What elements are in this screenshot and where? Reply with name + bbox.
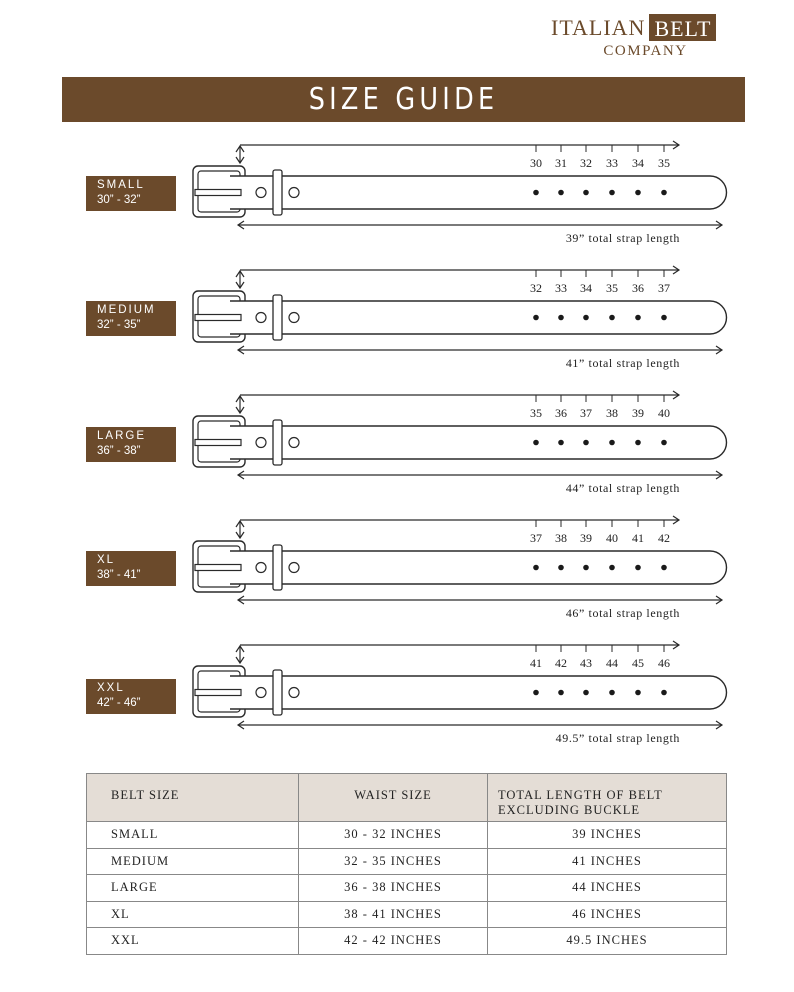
belt-hole: [533, 565, 539, 571]
cell-waist-size: 36 - 38 INCHES: [299, 875, 488, 902]
belt-keeper: [273, 295, 282, 340]
size-range: 32” - 35”: [97, 319, 141, 331]
strap-length-label: 46” total strap length: [565, 606, 680, 620]
belt-hole: [533, 440, 539, 446]
belt-hole: [583, 440, 589, 446]
snap-ring: [256, 188, 266, 198]
hole-number-label: 40: [658, 406, 670, 420]
hole-number-label: 35: [658, 156, 670, 170]
hole-number-label: 44: [606, 656, 618, 670]
cell-total-length: 44 INCHES: [488, 875, 727, 902]
table-row: [87, 928, 727, 955]
size-range: 38” - 41”: [97, 569, 141, 581]
buckle-prong: [195, 315, 241, 321]
size-name: XL: [97, 554, 116, 566]
hole-number-label: 35: [530, 406, 542, 420]
belt-keeper: [273, 420, 282, 465]
belt-hole: [558, 565, 564, 571]
hole-number-label: 38: [606, 406, 618, 420]
hole-number-label: 34: [632, 156, 644, 170]
size-range: 36” - 38”: [97, 445, 141, 457]
strap-length-label: 49.5” total strap length: [555, 731, 680, 745]
cell-belt-size: XXL: [87, 928, 299, 955]
page-title: SIZE GUIDE: [308, 82, 499, 117]
belt-hole: [635, 315, 641, 321]
belt-strap: [230, 551, 727, 584]
snap-ring: [256, 313, 266, 323]
belt-keeper: [273, 670, 282, 715]
strap-length-label: 41” total strap length: [565, 356, 680, 370]
belt-hole: [558, 690, 564, 696]
strap-length-label: 39” total strap length: [565, 231, 680, 245]
size-name: XXL: [97, 682, 125, 694]
belt-hole: [533, 315, 539, 321]
cell-belt-size: XL: [87, 901, 299, 928]
cell-total-length: 46 INCHES: [488, 901, 727, 928]
hole-number-label: 37: [658, 281, 670, 295]
belt-hole: [583, 315, 589, 321]
belt-hole: [583, 565, 589, 571]
hole-number-label: 33: [555, 281, 567, 295]
size-name: MEDIUM: [97, 304, 156, 316]
belt-hole: [609, 565, 615, 571]
belt-hole: [661, 190, 667, 196]
hole-number-label: 37: [530, 531, 542, 545]
belt-hole: [558, 315, 564, 321]
logo-belt: BELT: [649, 14, 716, 41]
hole-number-label: 43: [580, 656, 592, 670]
hole-number-label: 33: [606, 156, 618, 170]
belt-keeper: [273, 170, 282, 215]
header-total-length-line1: TOTAL LENGTH OF BELT: [498, 788, 663, 802]
table-row: [87, 875, 727, 902]
hole-number-label: 31: [555, 156, 567, 170]
belt-hole: [583, 690, 589, 696]
hole-number-label: 42: [555, 656, 567, 670]
belt-hole: [635, 690, 641, 696]
belt-hole: [609, 190, 615, 196]
hole-number-label: 45: [632, 656, 644, 670]
size-range: 30” - 32”: [97, 194, 141, 206]
belt-hole: [661, 690, 667, 696]
snap-ring: [256, 563, 266, 573]
belt-hole: [661, 315, 667, 321]
cell-total-length: 41 INCHES: [488, 848, 727, 875]
table-row: [87, 901, 727, 928]
belt-hole: [583, 190, 589, 196]
belt-hole: [533, 690, 539, 696]
belt-hole: [533, 190, 539, 196]
snap-ring: [289, 563, 299, 573]
hole-number-label: 42: [658, 531, 670, 545]
hole-number-label: 38: [555, 531, 567, 545]
belt-hole: [609, 440, 615, 446]
belt-keeper: [273, 545, 282, 590]
cell-waist-size: 30 - 32 INCHES: [299, 822, 488, 849]
belt-hole: [661, 440, 667, 446]
cell-belt-size: LARGE: [87, 875, 299, 902]
snap-ring: [289, 313, 299, 323]
hole-number-label: 41: [530, 656, 542, 670]
size-name: LARGE: [97, 430, 146, 442]
hole-number-label: 40: [606, 531, 618, 545]
hole-number-label: 36: [632, 281, 644, 295]
buckle-prong: [195, 565, 241, 571]
belt-strap: [230, 676, 727, 709]
table-header-row: [87, 774, 727, 822]
hole-number-label: 39: [632, 406, 644, 420]
hole-number-label: 37: [580, 406, 592, 420]
belt-hole: [609, 690, 615, 696]
header-belt-size: BELT SIZE: [87, 774, 299, 822]
size-table: [86, 773, 727, 955]
snap-ring: [289, 688, 299, 698]
belt-hole: [609, 315, 615, 321]
table-row: [87, 848, 727, 875]
size-range: 42” - 46”: [97, 697, 141, 709]
belt-hole: [661, 565, 667, 571]
hole-number-label: 41: [632, 531, 644, 545]
hole-number-label: 39: [580, 531, 592, 545]
hole-number-label: 36: [555, 406, 567, 420]
strap-length-label: 44” total strap length: [565, 481, 680, 495]
cell-total-length: 49.5 INCHES: [488, 928, 727, 955]
cell-belt-size: SMALL: [87, 822, 299, 849]
snap-ring: [256, 438, 266, 448]
hole-number-label: 46: [658, 656, 670, 670]
header-total-length: [488, 774, 727, 822]
belt-hole: [558, 190, 564, 196]
cell-waist-size: 38 - 41 INCHES: [299, 901, 488, 928]
snap-ring: [256, 688, 266, 698]
belt-hole: [635, 190, 641, 196]
hole-number-label: 30: [530, 156, 542, 170]
buckle-prong: [195, 690, 241, 696]
buckle-prong: [195, 190, 241, 196]
belt-strap: [230, 426, 727, 459]
logo-company: COMPANY: [603, 43, 688, 59]
belt-strap: [230, 176, 727, 209]
belt-hole: [635, 565, 641, 571]
cell-waist-size: 32 - 35 INCHES: [299, 848, 488, 875]
belt-hole: [558, 440, 564, 446]
belt-hole: [635, 440, 641, 446]
snap-ring: [289, 188, 299, 198]
hole-number-label: 34: [580, 281, 592, 295]
size-name: SMALL: [97, 179, 145, 191]
hole-number-label: 32: [530, 281, 542, 295]
header-waist-size: WAIST SIZE: [299, 774, 488, 822]
logo-italian: ITALIAN: [551, 15, 646, 40]
cell-belt-size: MEDIUM: [87, 848, 299, 875]
belt-strap: [230, 301, 727, 334]
snap-ring: [289, 438, 299, 448]
header-total-length-line2: EXCLUDING BUCKLE: [498, 803, 641, 817]
hole-number-label: 32: [580, 156, 592, 170]
cell-waist-size: 42 - 42 INCHES: [299, 928, 488, 955]
cell-total-length: 39 INCHES: [488, 822, 727, 849]
table-row: [87, 822, 727, 849]
buckle-prong: [195, 440, 241, 446]
hole-number-label: 35: [606, 281, 618, 295]
